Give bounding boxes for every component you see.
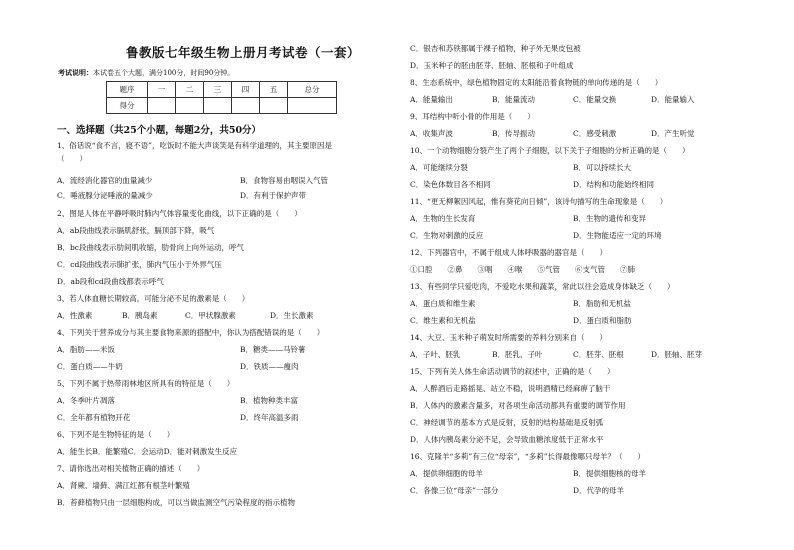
question-text: 4、下列关于营养成分与其主要食物来源的搭配中，你认为搭配错误的是（ ） [57,328,325,337]
option: A．收集声波 [410,129,453,138]
score-input-cell[interactable] [204,98,232,114]
option: C．感受刺激 [573,129,617,138]
option: A．流经消化器官的血量减少 [57,176,153,185]
option: A．能生长B．能繁殖C．会运动D．能对刺激发生反应 [57,447,238,456]
option: C．cd段曲线表示肺扩张，肺内气压小于外界气压 [57,260,222,269]
option: B．生物的遗传和变异 [573,214,647,223]
option: C．能量交换 [573,95,617,104]
option: C．神经调节的基本方式是反射，反射的结构基础是反射弧 [410,418,604,427]
option: C．各像三位“母亲”一部分 [410,486,499,495]
option: D．代孕的母羊 [573,486,625,495]
option: B．食物容易由咽误入气管 [240,176,329,185]
option: D．玉米种子的胚由胚芽、胚轴、胚根和子叶组成 [410,61,574,70]
score-cell: 总分 [288,82,337,98]
exam-note [58,68,234,78]
option: A．人醉酒后走路摇晃、站立不稳，说明酒精已经麻痹了脑干 [410,384,611,393]
score-cell: 四 [232,82,260,98]
question-text: 1、俗话说“食不言，寝不语”，吃饭时不能大声谈笑是有科学道理的，其主要原因是 [57,141,332,150]
exam-note-text: 本试卷五个大题，满分100分，时间90分钟。 [93,69,235,77]
option: B．胰岛素 [122,311,158,320]
question-text: 14、大豆、玉米种子萌发时所需要的养料分别来自（ ） [410,333,608,342]
question-text: 15、下列有关人体生命活动调节的叙述中，正确的是（ ） [410,367,615,376]
question-text: 9、耳结构中听小骨的作用是（ ） [410,112,535,121]
page-title: 鲁教版七年级生物上册月考试卷（一套） [125,45,360,60]
option: D．结构和功能始终相同 [573,180,655,189]
score-table [106,81,337,114]
option: C．蛋白质——牛奶 [57,362,123,371]
option: D．生物能适应一定的环境 [573,231,662,240]
option: D．产生听觉 [651,129,695,138]
question-text: 11、“更无柳絮因风起，惟有葵花向日倾”，该诗句描写的生命现象是（ ） [410,197,668,206]
answer-blank: （ ） [57,154,87,163]
question-text: 16、克隆羊“多莉”有三位“母亲”，“多莉”长得最像哪只母羊？（ ） [410,452,646,461]
score-cell: 三 [204,82,232,98]
option: B．苔藓植物只由一层细胞构成，可以当做监测空气污染程度的指示植物 [57,498,296,507]
option: D．终年高温多雨 [240,413,299,422]
option: A．可能继续分裂 [410,163,468,172]
option: D．胚轴、胚芽 [651,350,703,359]
option: A．能量输出 [410,95,453,104]
exam-note-label: 考试说明： [58,68,93,77]
option: D．铁质——瘦肉 [240,362,299,371]
option: D．蛋白质和脂肪 [573,316,632,325]
question-text: 10、一个动物细胞分裂产生了两个子细胞，以下关于子细胞的分析正确的是（ ） [410,146,690,155]
score-input-cell[interactable] [288,98,337,114]
option: C．银杏和苏铁都属于裸子植物，种子外无果皮包被 [410,44,581,53]
option: C．生物对刺激的反应 [410,231,484,240]
option: C．染色体数目各不相同 [410,180,491,189]
option: B．脂肪和无机盐 [573,299,632,308]
option: C．甲状腺激素 [185,311,236,320]
option: A．肾蕨、墙藓、满江红都有根茎叶繁殖 [57,481,190,490]
option: A．子叶、胚乳 [410,350,461,359]
score-table-header [107,82,337,98]
option: B．胚乳、子叶 [492,350,543,359]
option: A．脂肪——米饭 [57,345,115,354]
option: D．能量输入 [651,95,695,104]
score-input-cell[interactable] [232,98,260,114]
score-input-cell[interactable] [176,98,204,114]
option: A．ab段曲线表示膈肌舒张，膈顶部下降，吸气 [57,226,215,235]
section-heading: 一、选择题（共25个小题，每题2分，共50分） [57,125,262,136]
question-text: 2、图是人体在平静呼吸时肺内气体容量变化曲线，以下正确的是（ ） [57,209,302,218]
score-row-label: 得分 [107,98,148,114]
option: C．维生素和无机盐 [410,316,476,325]
score-input-cell[interactable] [148,98,176,114]
question-text: 3、若人体血糖长期较高，可能分泌不足的激素是（ ） [57,294,250,303]
option: A．冬季叶片凋落 [57,396,115,405]
option: B．植物种类丰富 [240,396,299,405]
question-text: 8、生态系统中，绿色植物固定的太阳能沿着食物链的单向传递的是（ ） [410,78,663,87]
option: A．生物的生长发育 [410,214,476,223]
option: C．唾液腺分泌唾液的量减少 [57,191,153,200]
score-input-cell[interactable] [260,98,288,114]
question-text: 5、下列不属于热带雨林地区所具有的特征是（ ） [57,379,235,388]
option: B．可以持续长大 [573,163,632,172]
option-list: ①口腔 ②鼻 ③咽 ④喉 ⑤气管 ⑥支气管 ⑦肺 [410,265,635,274]
score-cell: 二 [176,82,204,98]
option: C．全年都有植物开花 [57,413,131,422]
score-cell: 题序 [107,82,148,98]
option: D．有利于保护声带 [240,191,307,200]
score-cell: 五 [260,82,288,98]
question-text: 13、有些同学只爱吃肉，不爱吃水果和蔬菜，常此以往会造成身体缺乏（ ） [410,282,675,291]
option: B．人体内的激素含量多，对各项生命活动都具有重要的调节作用 [410,401,626,410]
option: D．ab段和cd段曲线都表示呼气 [57,277,164,286]
question-text: 6、下列不是生物特征的是（ ） [57,430,175,439]
question-text: 12、下列器官中，不属于组成人体呼吸器的器官是（ ） [410,248,608,257]
option: B．提供细胞核的母羊 [573,469,647,478]
option: B．糖类——马铃薯 [240,345,306,354]
option: B．能量流动 [492,95,536,104]
option: B．bc段曲线表示肋间肌收缩，肋骨向上向外运动，呼气 [57,243,245,252]
option: D．生长激素 [270,311,314,320]
option: D．人体内胰岛素分泌不足，会导致血糖浓度低于正常水平 [410,435,604,444]
score-cell: 一 [148,82,176,98]
option: A．提供卵细胞的母羊 [410,469,483,478]
option: C．胚芽、胚根 [573,350,624,359]
option: B．传导振动 [492,129,536,138]
option: A．性激素 [57,311,93,320]
score-table-row [107,98,337,114]
option: A．蛋白质和维生素 [410,299,476,308]
question-text: 7、请你选出对相关植物正确的描述（ ） [57,464,205,473]
